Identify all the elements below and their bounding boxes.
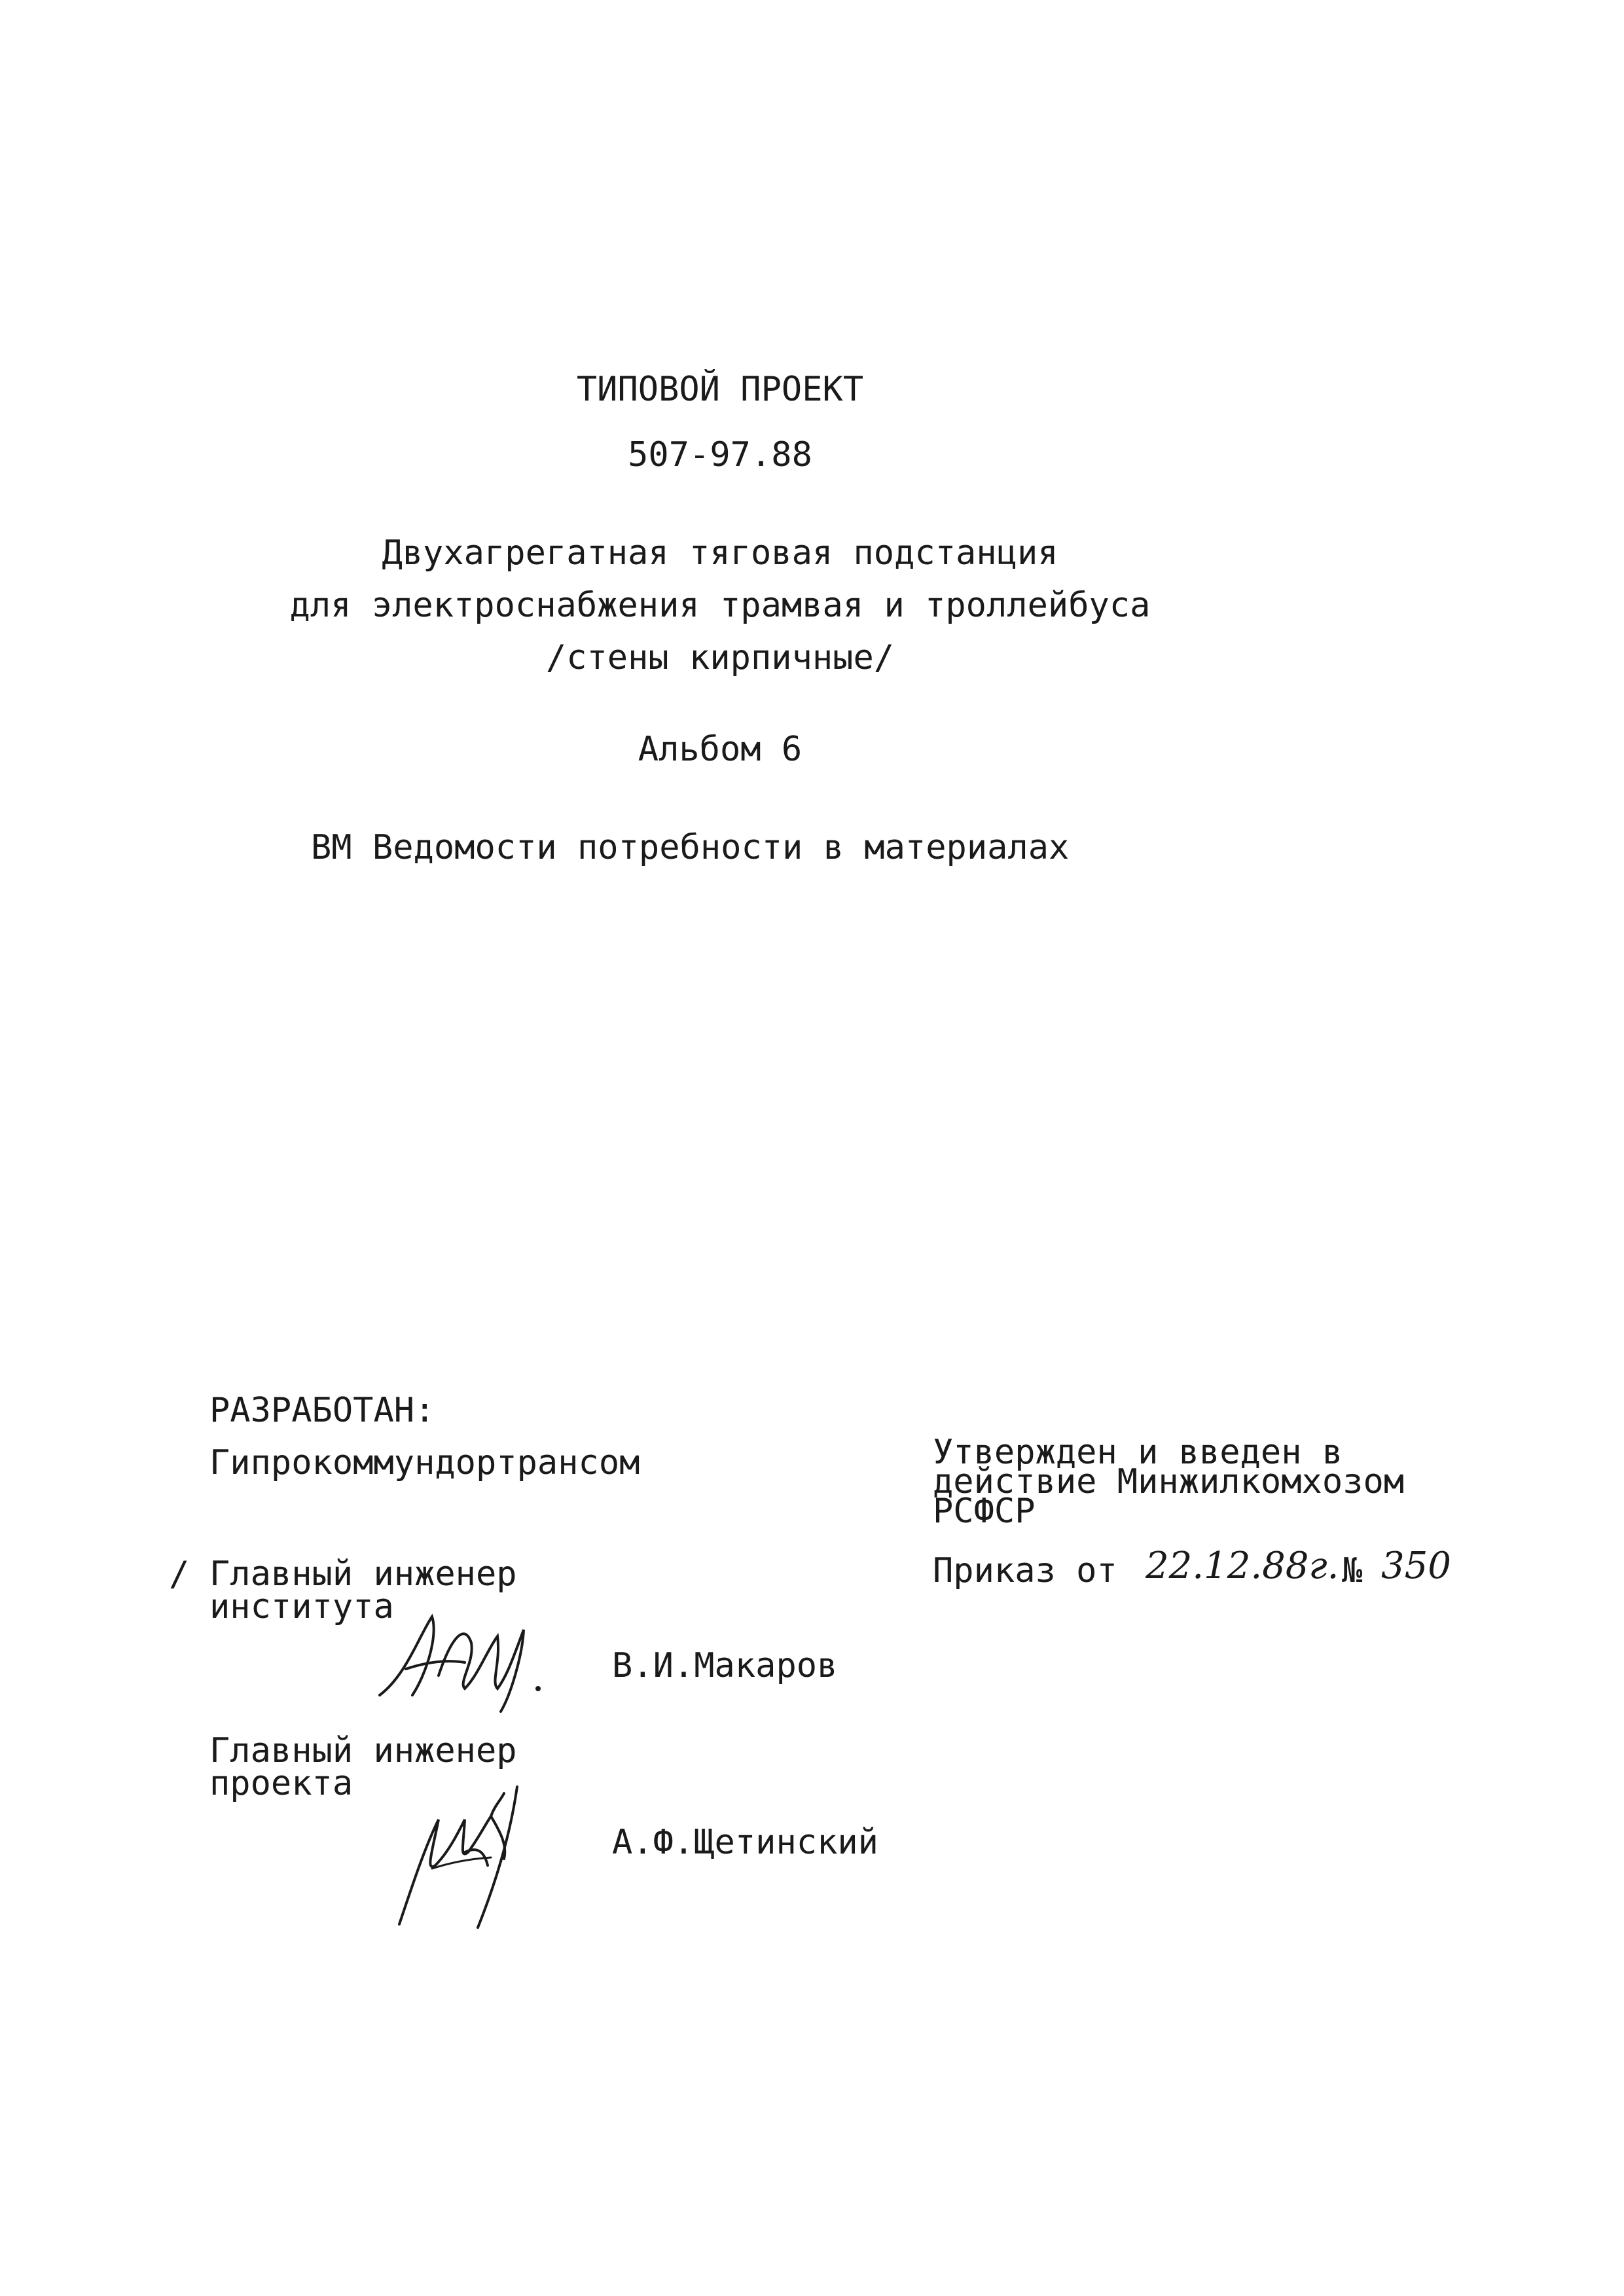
- album-label: Альбом 6: [638, 730, 803, 769]
- developer-organization: Гипрокоммундортрансом: [209, 1443, 640, 1482]
- chief-engineer-institute-line-1: Главный инженер: [209, 1554, 517, 1594]
- approval-line-2: действие Минжилкомхозом: [933, 1462, 1405, 1501]
- project-name-line-3: /стены кирпичные/: [545, 638, 895, 677]
- chief-engineer-project-name: А.Ф.Щетинский: [612, 1823, 878, 1862]
- chief-engineer-project-line-1: Главный инженер: [209, 1731, 517, 1770]
- approval-line-1: Утвержден и введен в: [933, 1433, 1343, 1472]
- approval-line-3: РСФСР: [933, 1492, 1036, 1531]
- developer-label: РАЗРАБОТАН:: [209, 1391, 435, 1430]
- project-name-line-2: для электроснабжения трамвая и троллейбуса: [289, 586, 1151, 625]
- project-number: 507-97.88: [628, 435, 812, 475]
- order-label: Приказ от: [933, 1551, 1117, 1590]
- order-number-label: №: [1342, 1551, 1363, 1590]
- chief-engineer-institute-name: В.И.Макаров: [612, 1646, 838, 1685]
- margin-mark: /: [169, 1554, 190, 1594]
- signature-shchetinsky: [386, 1780, 556, 1931]
- chief-engineer-institute-line-2: института: [209, 1587, 394, 1626]
- order-number: 350: [1381, 1545, 1451, 1587]
- signature-makarov: [367, 1597, 550, 1715]
- section-title: ВМ Ведомости потребности в материалах: [311, 828, 1070, 867]
- doc-type-heading: ТИПОВОЙ ПРОЕКТ: [576, 370, 864, 409]
- order-date: 22.12.88г.: [1146, 1545, 1339, 1587]
- chief-engineer-project-line-2: проекта: [209, 1764, 353, 1803]
- project-name-line-1: Двухагрегатная тяговая подстанция: [382, 533, 1058, 573]
